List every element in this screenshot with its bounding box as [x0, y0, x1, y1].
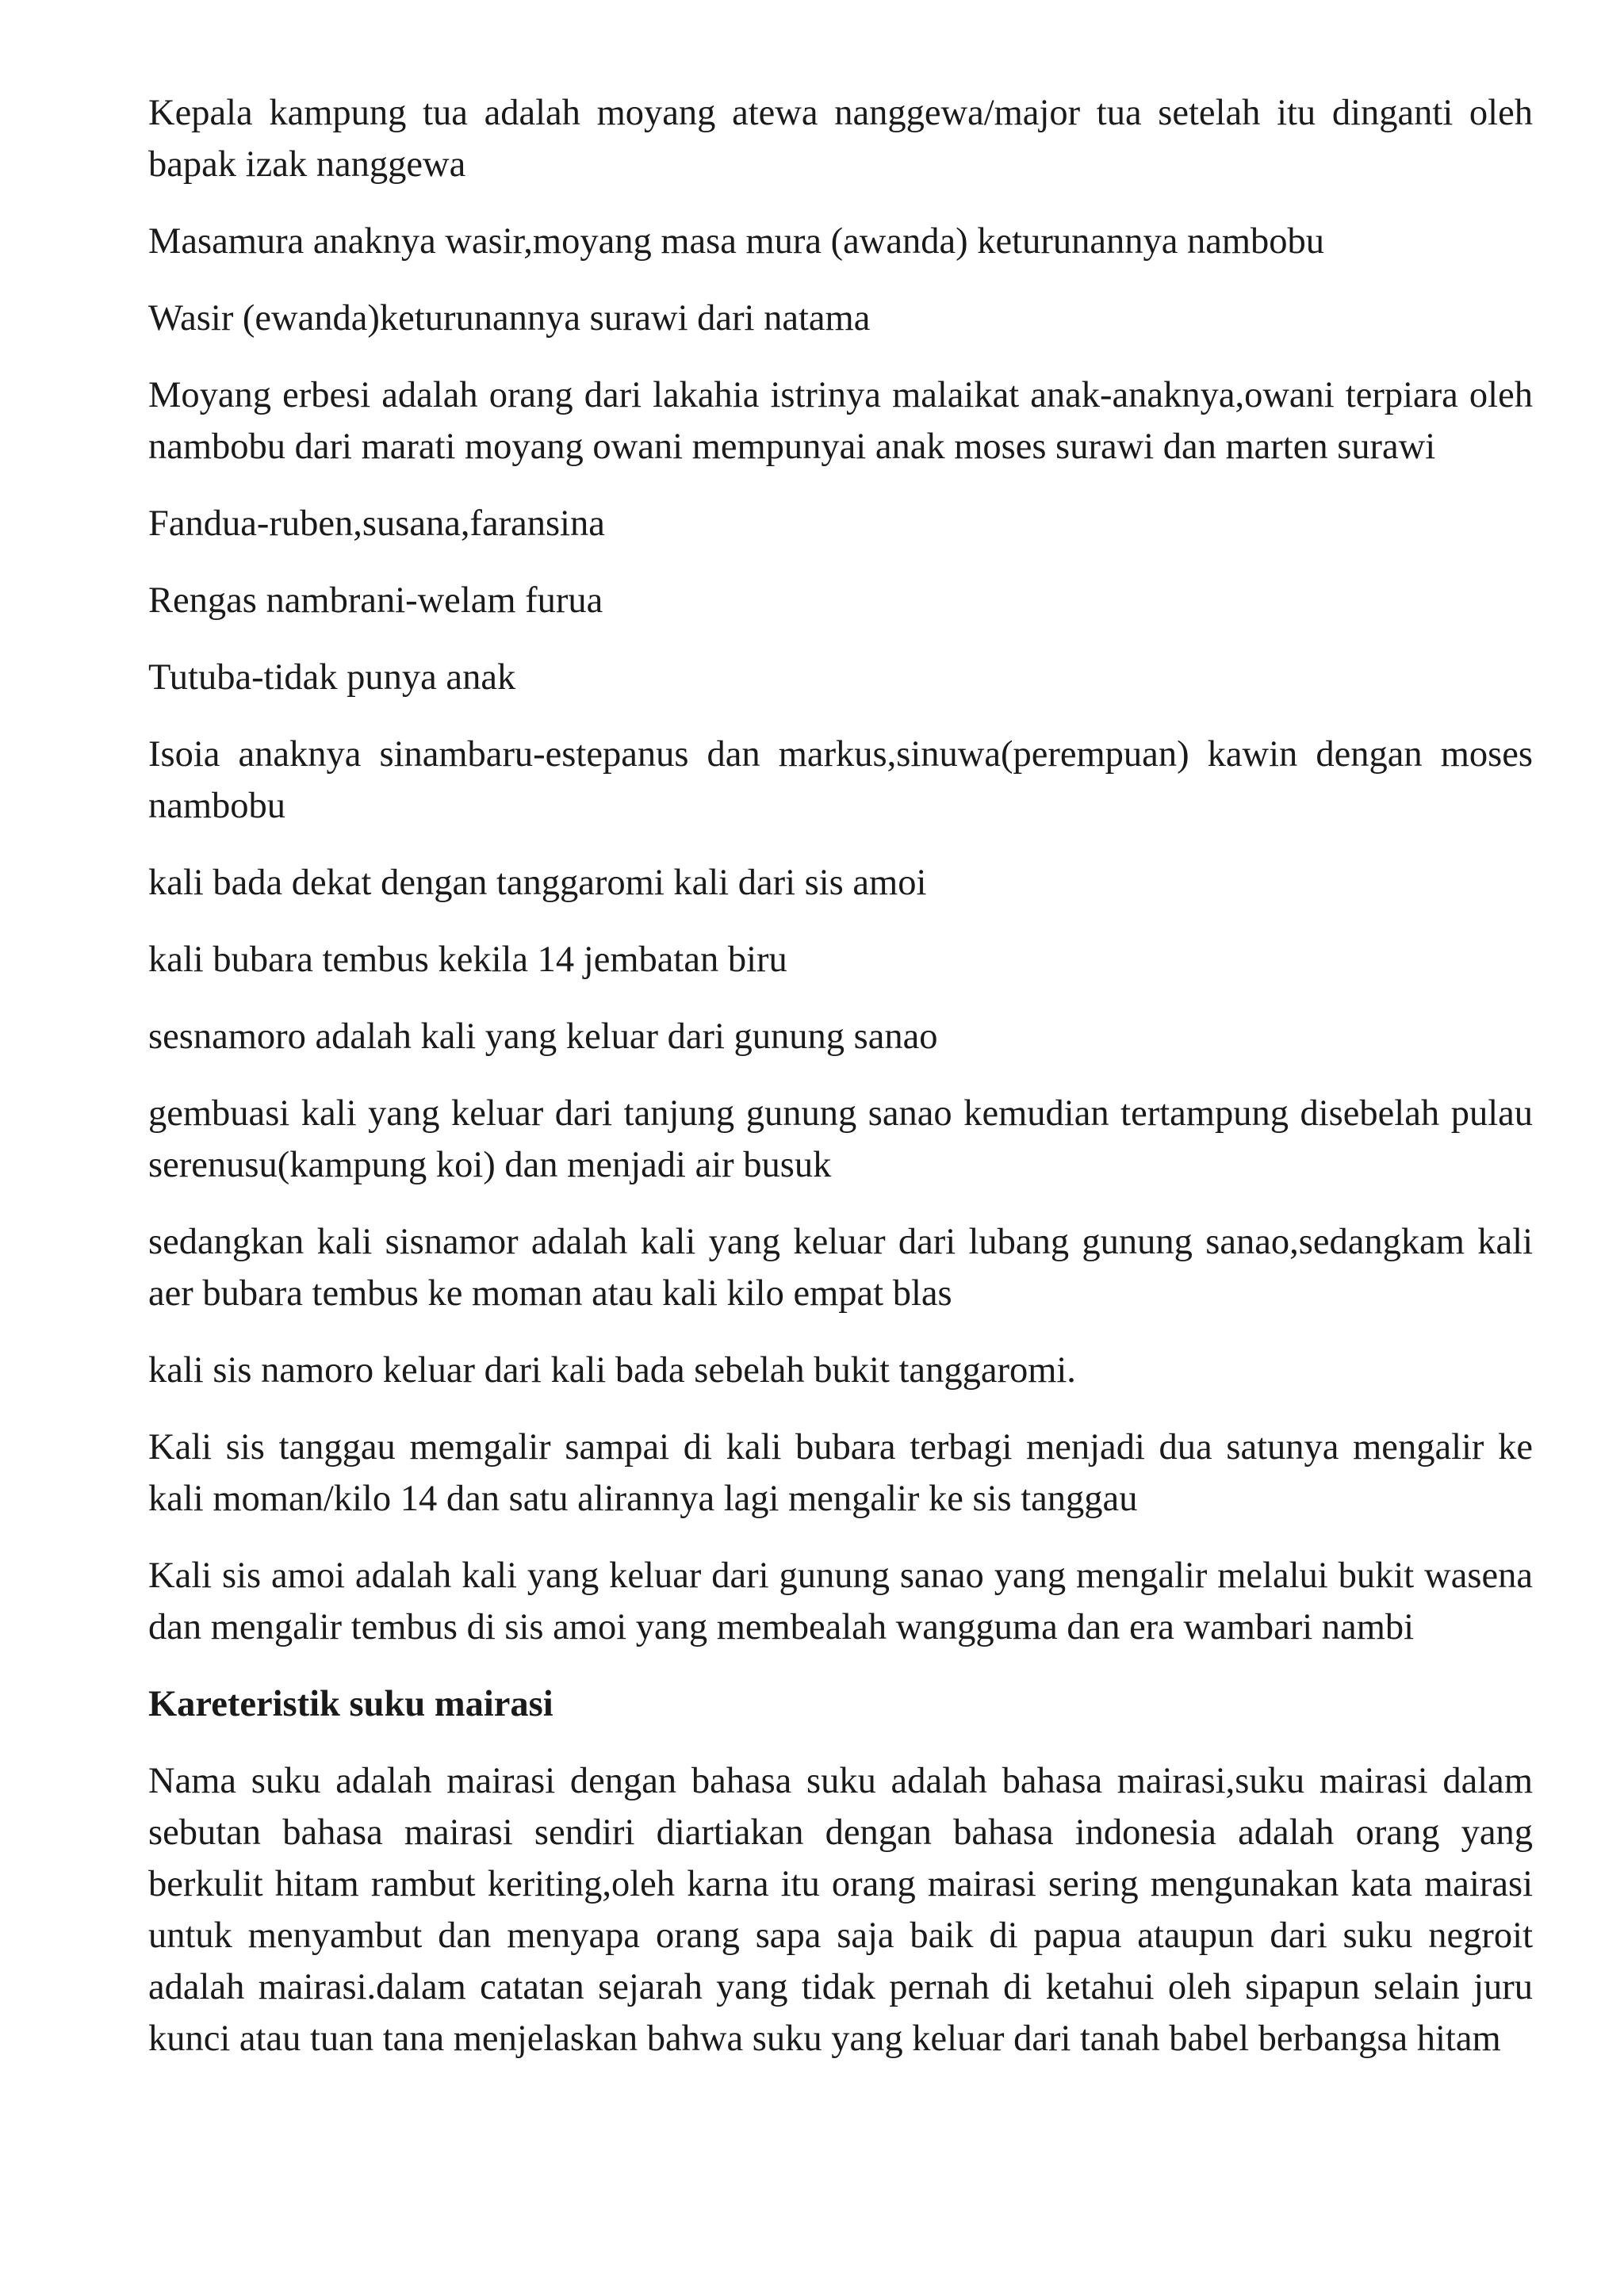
paragraph-wasir: Wasir (ewanda)keturunannya surawi dari natama [148, 298, 871, 339]
paragraph-kali-bada: kali bada dekat dengan tanggaromi kali dari sis amoi [148, 863, 927, 903]
paragraph-gembuasi: gembuasi kali yang keluar dari tanjung gunung sanao kemudian tertampung disebelah pulau serenusu(kampung koi) dan menjadi air busuk [148, 1093, 1533, 1185]
paragraph-rengas: Rengas nambrani-welam furua [148, 580, 603, 621]
paragraph-sesnamoro: sesnamoro adalah kali yang keluar dari gunung sanao [148, 1016, 938, 1057]
paragraph-kepala-kampung: Kepala kampung tua adalah moyang atewa nanggewa/major tua setelah itu dinganti oleh bapak izak nanggewa [148, 93, 1533, 185]
paragraph-fandua: Fandua-ruben,susana,faransina [148, 503, 605, 544]
paragraph-isoia: Isoia anaknya sinambaru-estepanus dan markus,sinuwa(perempuan) kawin dengan moses nambobu [148, 734, 1533, 826]
paragraph-nama-suku: Nama suku adalah mairasi dengan bahasa suku adalah bahasa mairasi,suku mairasi dalam sebutan bahasa mairasi sendiri diartiakan dengan bahasa indonesia adalah orang yang berkulit hitam rambut keriting,oleh karna itu orang mairasi sering mengunakan kata mairasi untuk menyambut dan menyapa orang sapa saja baik di papua ataupun dari suku negroit adalah mairasi.dalam catatan sejarah yang tidak pernah di ketahui oleh sipapun selain juru kunci atau tuan tana menjelaskan bahwa suku yang keluar dari tanah babel berbangsa hitam [148, 1761, 1533, 2059]
paragraph-moyang-erbesi: Moyang erbesi adalah orang dari lakahia istrinya malaikat anak-anaknya,owani terpiara oleh nambobu dari marati moyang owani mempunyai anak moses surawi dan marten surawi [148, 375, 1533, 467]
document-page [148, 87, 1533, 2090]
paragraph-sis-amoi: Kali sis amoi adalah kali yang keluar dari gunung sanao yang mengalir melalui bukit wasena dan mengalir tembus di sis amoi yang membealah wangguma dan era wambari nambi [148, 1556, 1533, 1647]
paragraph-sis-tanggau: Kali sis tanggau memgalir sampai di kali bubara terbagi menjadi dua satunya mengalir ke kali moman/kilo 14 dan satu alirannya lagi mengalir ke sis tanggau [148, 1427, 1533, 1519]
paragraph-sisnamor: sedangkan kali sisnamor adalah kali yang keluar dari lubang gunung sanao,sedangkam kali aer bubara tembus ke moman atau kali kilo empat blas [148, 1222, 1533, 1314]
paragraph-tutuba: Tutuba-tidak punya anak [148, 657, 516, 698]
section-heading: Kareteristik suku mairasi [148, 1684, 553, 1724]
paragraph-kali-bubara: kali bubara tembus kekila 14 jembatan biru [148, 939, 787, 980]
paragraph-sis-namoro: kali sis namoro keluar dari kali bada sebelah bukit tanggaromi. [148, 1350, 1076, 1391]
paragraph-masamura: Masamura anaknya wasir,moyang masa mura (awanda) keturunannya nambobu [148, 221, 1325, 262]
